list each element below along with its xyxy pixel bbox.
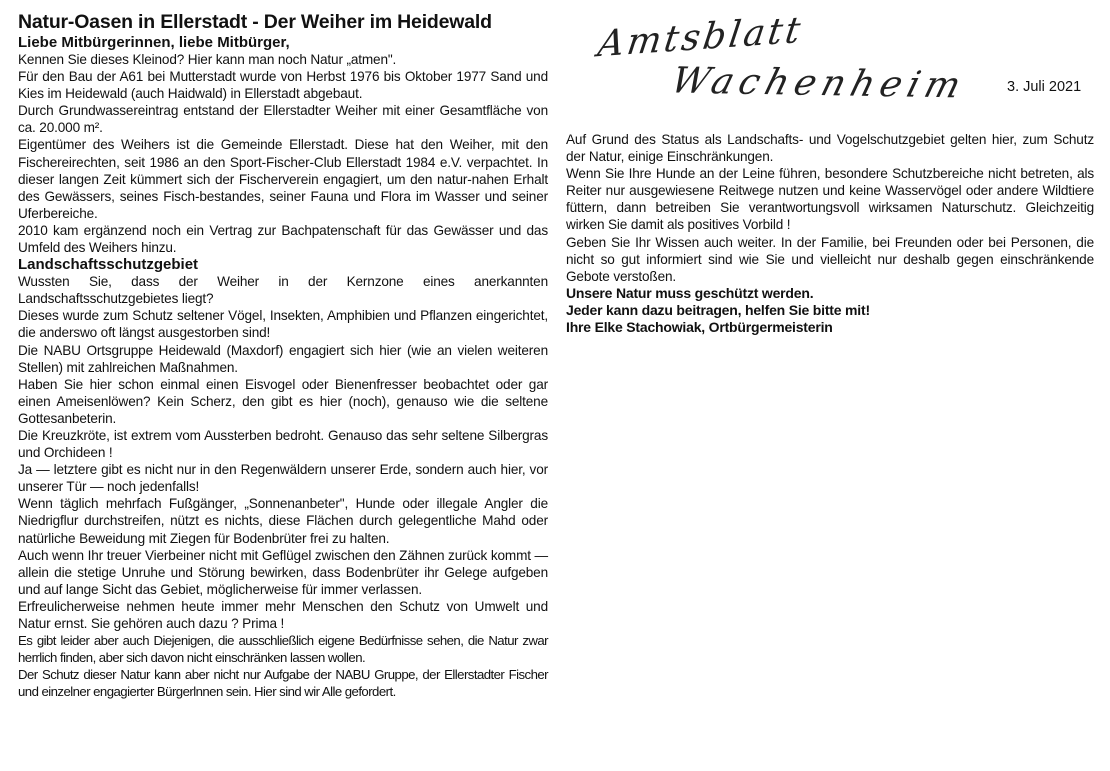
greeting: Liebe Mitbürgerinnen, liebe Mitbürger, (18, 34, 290, 51)
section-paragraph: Erfreulicherweise nehmen heute immer mehr Menschen den Schutz von Umwelt und Natur ernst. Sie gehören auch dazu ? Prima ! (18, 598, 548, 631)
handwritten-note-line1: Amtsblatt (595, 9, 806, 66)
right-paragraph: Auf Grund des Status als Landschafts- und Vogelschutzgebiet gelten hier, zum Schutz der Natur, einige Einschränkungen. (566, 132, 1094, 165)
publication-date: 3. Juli 2021 (1007, 79, 1082, 95)
closing-line: Unsere Natur muss geschützt werden. (566, 284, 814, 301)
section-heading: Landschaftsschutzgebiet (18, 256, 199, 274)
intro-paragraph: 2010 kam ergänzend noch ein Vertrag zur Bachpatenschaft für das Gewässer und das Umfeld des Weihers hinzu. (18, 222, 548, 256)
condensed-paragraph: Es gibt leider aber auch Diejenigen, die ausschließlich eigene Bedürfnisse sehen, die Natur zwar herrlich finden, aber sich davon nicht einschränken lassen wollen. (18, 633, 548, 666)
left-column (18, 10, 548, 700)
section-paragraph: Die Kreuzkröte, ist extrem vom Aussterben bedroht. Genauso das sehr seltene Silbergras und Orchideen ! (18, 427, 548, 461)
intro-paragraph: Für den Bau der A61 bei Mutterstadt wurde von Herbst 1976 bis Oktober 1977 Sand und Kies im Heidewald (auch Haidwald) in Ellerstadt abgebaut. (18, 69, 548, 102)
section-paragraph: Wenn täglich mehrfach Fußgänger, „Sonnenanbeter", Hunde oder illegale Angler die Niedrigflur durchstreifen, nützt es nichts, diese Flächen durch gelegentliche Mahd oder natürliche Beweidung mit Ziegen für Bodenbrüter frei zu halten. (18, 496, 548, 546)
section-paragraph: Die NABU Ortsgruppe Heidewald (Maxdorf) engagiert sich hier (wie an vielen weiteren Stellen) mit zahlreichen Maßnahmen. (18, 342, 548, 375)
intro-paragraph: Durch Grundwassereintrag entstand der Ellerstadter Weiher mit einer Gesamtfläche von ca. 20.000 m². (18, 103, 548, 136)
signature-line: Ihre Elke Stachowiak, Ortbürgermeisterin (566, 319, 833, 336)
right-paragraph: Geben Sie Ihr Wissen auch weiter. In der Familie, bei Freunden oder bei Personen, die nicht so gut informiert sind wie Sie und vielleicht nur deshalb gegen einschränkende Gebote verstoßen. (566, 234, 1094, 284)
intro-paragraph: Eigentümer des Weihers ist die Gemeinde Ellerstadt. Diese hat den Weiher, mit den Fischereirechten, seit 1986 an den Sport-Fischer-Club Ellerstadt 1984 e.V. verpachtet. In dieser langen Zeit kümmert sich der Fischerverein engagiert, um den natur-nahen Erhalt des Gewässers, seines Fisch-bestandes, seiner Fauna und Flora im Wasser und seiner Uferbereiche. (18, 137, 548, 221)
section-paragraph: Dieses wurde zum Schutz seltener Vögel, Insekten, Amphibien und Pflanzen eingerichtet, die anderswo oft längst ausgestorben sind! (18, 308, 548, 341)
right-column (566, 131, 1094, 337)
section-paragraph: Auch wenn Ihr treuer Vierbeiner nicht mit Geflügel zwischen den Zähnen zurück kommt — allein die stetige Unruhe und Störung bewirken, dass Bodenbrüter ihr Gelege aufgeben und auf lange Sicht das Gebiet, möglicherweise für immer verlassen. (18, 547, 548, 597)
section-paragraph: Ja — letztere gibt es nicht nur in den Regenwäldern unserer Erde, sondern auch hier, vor unserer Tür — noch jedenfalls! (18, 462, 548, 495)
article-title: Natur-Oasen in Ellerstadt - Der Weiher im Heidewald (18, 11, 492, 33)
section-paragraph: Wussten Sie, dass der Weiher in der Kernzone eines anerkannten Landschaftsschutzgebietes liegt? (18, 274, 548, 307)
closing-line: Jeder kann dazu beitragen, helfen Sie bitte mit! (566, 302, 870, 319)
handwritten-note-line2: Wachenheim (666, 60, 971, 107)
section-paragraph: Haben Sie hier schon einmal einen Eisvogel oder Bienenfresser beobachtet oder gar einen Ameisenlöwen? Kein Scherz, den gibt es hier (noch), genauso wie die seltene Gottesanbeterin. (18, 376, 548, 426)
condensed-paragraph: Der Schutz dieser Natur kann aber nicht nur Aufgabe der NABU Gruppe, der Ellerstadter Fischer und einzelner engagierter Bürgerlnnen sein. Hier sind wir Alle gefordert. (18, 667, 548, 700)
intro-paragraph: Kennen Sie dieses Kleinod? Hier kann man noch Natur „atmen". (18, 52, 397, 67)
right-paragraph: Wenn Sie Ihre Hunde an der Leine führen, besondere Schutzbereiche nicht betreten, als Reiter nur ausgewiesene Reitwege nutzen und keine Wasservögel oder andere Wildtiere füttern, dann betreiben Sie verantwortungsvoll wirksamen Naturschutz. Gleichzeitig wirken Sie damit als positives Vorbild ! (566, 166, 1094, 233)
